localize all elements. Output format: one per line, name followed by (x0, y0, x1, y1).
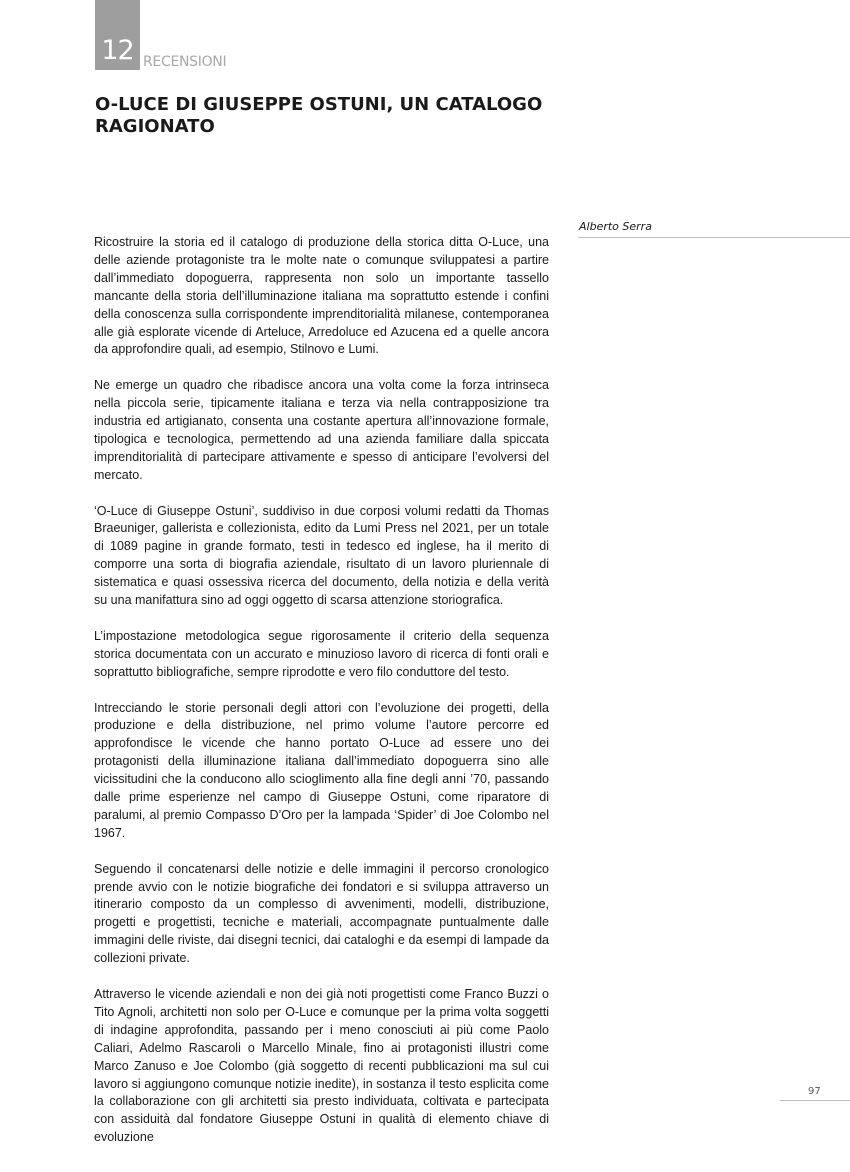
issue-number-box (95, 0, 140, 70)
body-paragraph: ‘O-Luce di Giuseppe Ostuni’, suddiviso in due corposi volumi redatti da Thomas Braeuniger, gallerista e collezionista, edito da Lumi Press nel 2021, per un totale di 1089 pagine in grande formato, testi in tedesco ed inglese, ha il merito di comporre una sorta di biografia aziendale, risultato di un lavoro pluriennale di sistematica e quasi ossessiva ricerca del documento, della notizia e della verità su una manifattura sino ad oggi oggetto di scarsa attenzione storiografica. (94, 503, 549, 608)
body-paragraph: Ricostruire la storia ed il catalogo di produzione della storica ditta O-Luce, una delle aziende protagoniste tra le molte nate o comunque sviluppatesi a partire dall’immediato dopoguerra, rappresenta non solo un importante tassello mancante della storia dell’illuminazione italiana ma soprattutto estende i confini della conoscenza sulla corrispondente imprenditorialità milanese, contemporanea alle già esplorate vicende di Arteluce, Arredoluce ed Azucena ed a quelle ancora da approfondire quali, ad esempio, Stilnovo e Lumi. (94, 235, 549, 357)
article-title: O-LUCE DI GIUSEPPE OSTUNI, UN CATALOGO RAGIONATO (95, 94, 543, 137)
page-number-divider (780, 1100, 850, 1101)
body-paragraph: Seguendo il concatenarsi delle notizie e delle immagini il percorso cronologico prende avvio con le notizie biografiche dei fondatori e si sviluppa attraverso un itinerario composto da un complesso di avvenimenti, modelli, distribuzione, progetti e progettisti, tecniche e materiali, accompagnate puntualmente dalle immagini delle riviste, dai disegni tecnici, dai cataloghi e da esempi di lampade da collezioni private. (94, 861, 549, 966)
author-divider (578, 237, 850, 238)
body-paragraph: Intrecciando le storie personali degli attori con l’evoluzione dei progetti, della produzione e della distribuzione, nel primo volume l’autore percorre ed approfondisce le vicende che hanno portato O-Luce ad essere uno dei protagonisti della illuminazione italiana dall’immediato dopoguerra sino alle vicissitudini che la conducono allo scioglimento alla fine degli anni ’70, passando dalle prime esperienze nel campo di Giuseppe Ostuni, come riparatore di paralumi, al premio Compasso D’Oro per la lampada ‘Spider’ di Joe Colombo nel 1967. (94, 700, 549, 840)
body-paragraph: Attraverso le vicende aziendali e non dei già noti progettisti come Franco Buzzi o Tito Agnoli, architetti non solo per O-Luce e comunque per la prima volta soggetti di indagine approfondita, passando per i meno conosciuti ai più come Paolo Caliari, Adelmo Rascaroli o Marcello Minale, fino ai protagonisti illustri come Marco Zanuso e Joe Colombo (già soggetto di recenti pubblicazioni ma sul cui lavoro si aggiungono comunque notizie inedite), in sostanza il testo esplicita come la collaborazione con gli architetti sia presto individuata, coltivata e partecipata con assiduità dal fondatore Giuseppe Ostuni in qualità di elemento chiave di evoluzione (94, 986, 549, 1145)
author-name: Alberto Serra (579, 220, 652, 233)
page-number: 97 (808, 1086, 821, 1097)
body-paragraph: Ne emerge un quadro che ribadisce ancora una volta come la forza intrinseca nella piccola serie, tipicamente italiana e terza via nella contrapposizione tra industria ed artigianato, consenta una costante apertura all’innovazione formale, tipologica e tecnologica, permettendo ad una azienda familiare dalla spiccata imprenditorialità di partecipare attivamente e spesso di anticipare l’evolversi del mercato. (94, 378, 549, 482)
section-label: RECENSIONI (143, 54, 227, 70)
issue-number: 12 (101, 35, 134, 66)
article-body (94, 234, 549, 1147)
body-paragraph: L’impostazione metodologica segue rigorosamente il criterio della sequenza storica documentata con un accurato e minuzioso lavoro di ricerca di fonti orali e soprattutto bibliografiche, sempre riprodotte e vero filo conduttore del testo. (94, 628, 549, 679)
